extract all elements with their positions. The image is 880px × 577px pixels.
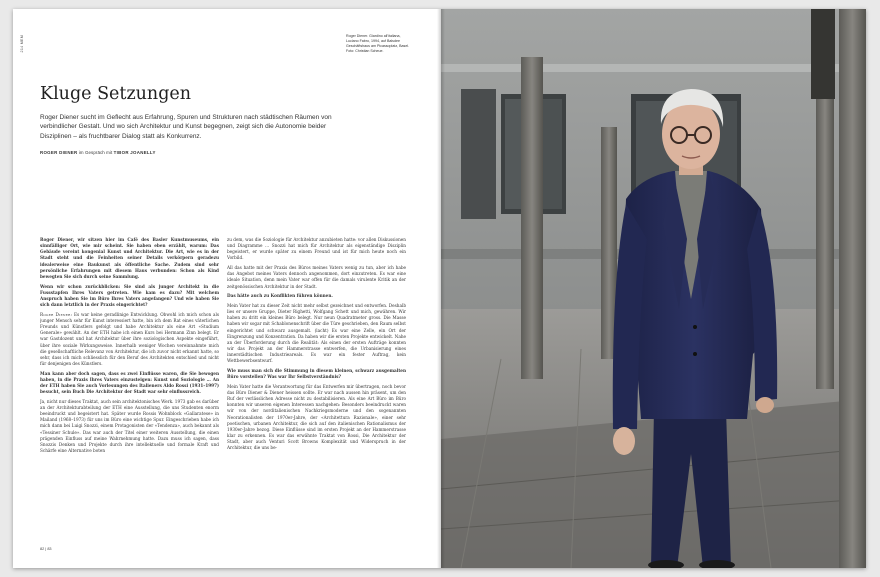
answer-paragraph xyxy=(40,312,219,367)
question-paragraph: Wenn wir schon zurückblicken: Sie sind als junger Architekt in die Fussstapfen Ihres Vaters getreten. Wie kam es dazu? Mit welchem Anspruch haben Sie im Büro Ihres Vaters angefangen? Und wie haben Sie sich dann letztlich in der Praxis eingerichtet? xyxy=(40,283,219,308)
byline-mid: im Gespräch mit xyxy=(77,150,114,155)
magazine-spread xyxy=(13,9,866,568)
page-numbers: 82 | 83 xyxy=(40,547,52,551)
running-head: 214 MEM xyxy=(20,35,24,53)
spine-gutter xyxy=(437,9,445,568)
text-column-1 xyxy=(40,237,219,545)
portrait-photo xyxy=(441,9,866,568)
article-lead: Roger Diener sucht im Geflecht aus Erfahrung, Spuren und Strukturen nach städtischen Räumen von verbindlicher Gestalt. Und wo sich Architektur und Kunst begegnen, zeigt sich die Autonomie beider Disziplinen – als fruchtbarer Dialog statt als Konkurrenz. xyxy=(40,114,332,140)
left-page xyxy=(13,9,441,568)
question-paragraph: Man kann aber doch sagen, dass es zwei Einflüsse waren, die Sie bewogen haben, in die Praxis Ihres Vaters einzusteigen: Kunst und Soziologie … An der ETH haben Sie auch Vorlesungen des Italieners Aldo Rossi (1931–1997) besucht, sein Buch Die Architektur der Stadt war sehr einflussreich. xyxy=(40,370,219,395)
text-column-2 xyxy=(227,237,406,545)
photo-caption: Roger Diener. Giardino all’italiana, Luciano Fabro, 1994, auf Balsdee Geschäftshaus am Picassoplatz, Basel. Foto: Christian Scheue. xyxy=(346,34,410,53)
byline-name: ROGER DIENER xyxy=(40,150,78,155)
answer-paragraph: Mein Vater hat zu dieser Zeit nicht mehr selbst gezeichnet und entworfen. Deshalb lies er unsere Gruppe, Dieter Righetti, Wolfgang Schett und mich, gewähren. Wir haben zu dritt ein kleines Büro belegt. Nur neun Quadratmeter gross. Die Masse haben wir sogar mit Schablonenschrift über die Türe geschrieben, den Raum selbst eingerichtet und schwarz ausgemalt. (lacht) Es war eine Zelle, ein Ort der Eingrenzung und Konzentration. Da haben wir die ersten Projekte entwickelt. Nahe an der Überforderung durch die Realität: Als einen der ersten Aufträge konnten wir das Projekt an der Hammerstrasse entwerfen, die Urbanisierung eines innerstädtischen Industrieareals. Es war ein fester Auftrag, kein Wettbewerbsentwurf. xyxy=(227,302,406,364)
answer-paragraph: zu dem, was die Soziologie für Architektur anzubieten hatte: vor allen Diskussionen und Diagramme … Snozzi hat mich für Architektur als eigenständige Disziplin begeistert, er wurde später zu einem Freund und ist für mich heute noch ein Vorbild. xyxy=(227,237,406,261)
speaker-label: Roger Diener: xyxy=(40,311,73,317)
question-paragraph: Das hätte auch zu Konflikten führen können. xyxy=(227,293,333,299)
answer-paragraph: All das hatte mit der Praxis des Büros meines Vaters wenig zu tun, aber ich habe das Angebot meines Vaters dennoch angenommen, dort einzutreten. Es war eine ideale Situation, denn mein Vater war offen für die damals virulente Kritik an der zeitgenössischen Architektur in der Stadt. xyxy=(227,265,406,289)
byline xyxy=(40,150,156,155)
question-paragraph: Roger Diener, wir sitzen hier im Café des Basler Kunstmuseums, ein sinnfälliger Ort, wie mir scheint. Sie haben eben erzählt, warum: Das Gebäude vereint kongenial Kunst und Architektur. Die Art, wie es in der Stadt steht und die Feinheiten seiner Details verkörpern geradezu idealerweise eine Baukunst als öffentliche Sache. Zudem sind sehr persönliche Erfahrungen mit diesem Haus verbunden: Schon als Kind bewegten Sie sich durch seine Sammlung. xyxy=(40,237,219,279)
answer-paragraph: Ja, nicht nur dieses Traktat, auch sein architektonisches Werk. 1973 gab es darüber an der Architekturabteilung der ETH eine Ausstellung, die uns Studenten enorm beeindruckt und begeistert hat. Später wurde Rossis Wohnblock «Gallaratese» in Mailand (1968–1973) für uns im Büro eine wichtige Spur. Eingeschrieben habe ich mich dann bei Luigi Snozzi, einem Protagonisten der «Tendenza», auch bekannt als «Tessiner Schule». Das war auch der Titel einer weiteren Ausstellung, die einen prägenden Einfluss auf meine Wahrnehmung hatte. Dazu muss ich sagen, dass Snozzis Denken und Projekte durch ihre intellektuelle und formale Kraft und Schärfe eine Alternative boten xyxy=(40,398,219,453)
answer-paragraph: Mein Vater hatte die Verantwortung für das Entwerfen mir übertragen, noch bevor das Büro Diener & Diener heissen sollte. Er war nach aussen hin präsent, um den Ruf der verlässlichen Adresse nicht zu destabilisieren. Als eine Art Büro im Büro konnten wir unseren eigenen Interessen nachgehen: Besonders beeindruckt waren wir von der norditalienischen Nachkriegsmoderne und den sogenannten Neorationalisten der 1970er-Jahre, der «Architettura Razionale», einer sehr poetischen, urbanen Architektur, die sich auf den italienischen Rationalismus der 1930er-Jahre bezog. Diese Einflüsse sind im ersten Projekt an der Hammerstrasse klar zu erkennen. Es war das erwähnte Traktat von Rossi, Die Architektur der Stadt, aber auch Venturi Scott Browns Komplexität und Widerspruch in der Architektur, die uns be- xyxy=(227,383,406,451)
question-paragraph: Wie muss man sich die Stimmung in diesem kleinen, schwarz ausgemalten Büro vorstellen? Was war Ihr Selbstverständnis? xyxy=(227,367,406,380)
answer-text: Es war keine geradlinige Entwicklung. Obwohl ich mich schon als junger Mensch sehr für Kunst interessiert hatte, bin ich dem Rat eines väterlichen Freunds und Künstlers gefolgt und habe Architektur als eine Art «Studium Generale» gewählt. An der ETH habe ich einen Kurs bei Hermann Zinn belegt. Er war Gastdozent und hat Architektur über ihre soziologischen Aspekte eingeführt, über ihre soziale Wirkungsweise. Innerhalb weniger Wochen vereinnahmte mich die gesellschaftliche Relevanz von Architektur, die ich zuvor nicht erkannt hatte, so sehr, dass ich mich schliesslich für den Beruf des Architekten entschied und nicht für denjenigen des Künstlers. xyxy=(40,311,219,366)
byline-interviewer: TIBOR JOANELLY xyxy=(113,150,156,155)
portrait-illustration xyxy=(441,9,866,568)
article-title: Kluge Setzungen xyxy=(40,84,192,104)
